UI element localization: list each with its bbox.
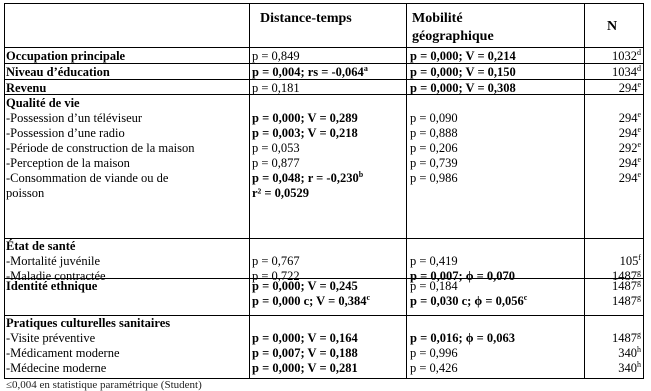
- distance-temps-cell: p = 0,004; rs = -0,064$^a$: [252, 63, 368, 79]
- distance-temps-cell: p = 0,181: [252, 81, 300, 95]
- table-row: [4, 141, 644, 156]
- distance-temps-cell: p = 0,000; V = 0,289: [252, 111, 358, 125]
- mobilite-geographique-cell: p = 0,888: [410, 126, 458, 140]
- mobilite-geographique-cell: p = 0,996: [410, 346, 458, 360]
- n-cell: 1487$^g$: [612, 267, 641, 283]
- distance-temps-cell: p = 0,007; V = 0,188: [252, 346, 358, 360]
- table-row: [4, 316, 644, 331]
- distance-temps-cell: p = 0,722: [252, 269, 300, 283]
- mobilite-geographique-cell: p = 0,739: [410, 156, 458, 170]
- distance-temps-cell: p = 0,877: [252, 156, 300, 170]
- n-cell: 1034$^d$: [612, 63, 641, 79]
- table-row: [4, 186, 644, 201]
- table-row: [4, 171, 644, 186]
- mobilite-geographique-cell: p = 0,007; ϕ = 0,070: [410, 269, 516, 283]
- mobilite-geographique-cell: p = 0,016; ϕ = 0,063: [410, 331, 516, 345]
- header-mobilite-line1: Mobilité: [412, 11, 463, 26]
- n-cell: 340$^h$: [618, 359, 641, 375]
- mobilite-geographique-cell: p = 0,090: [410, 111, 458, 125]
- row-label: poisson: [6, 186, 45, 200]
- n-cell: 294e: [618, 79, 641, 95]
- row-label: État de santé: [6, 239, 76, 253]
- table-row: [4, 126, 644, 141]
- table-row: [4, 361, 644, 376]
- row-label: -Possession d’un téléviseur: [6, 111, 143, 125]
- table-row: [4, 49, 644, 64]
- n-cell: 294e: [618, 124, 641, 140]
- mobilite-geographique-cell: p = 0,030 c; ϕ = 0,056$^c$: [410, 292, 528, 308]
- row-label: Qualité de vie: [6, 96, 80, 110]
- header-n: N: [607, 19, 618, 34]
- table-row: [4, 111, 644, 126]
- row-label: -Consommation de viande ou de: [6, 171, 169, 185]
- mobilite-geographique-cell: p = 0,419: [410, 254, 458, 268]
- distance-temps-cell: p = 0,767: [252, 254, 300, 268]
- n-cell: 340$^h$: [618, 344, 641, 360]
- distance-temps-cell: p = 0,003; V = 0,218: [252, 126, 358, 140]
- header-distance-temps: Distance-temps: [260, 11, 352, 26]
- row-label: Identité ethnique: [6, 279, 98, 293]
- n-cell: 105$^f$: [619, 252, 641, 268]
- distance-temps-cell: p = 0,000 c; V = 0,384$^c$: [252, 292, 371, 308]
- row-label: -Perception de la maison: [6, 156, 130, 170]
- table-row: [4, 239, 644, 254]
- n-cell: 1487$^g$: [612, 329, 641, 345]
- table-row: [4, 65, 644, 80]
- row-label: Revenu: [6, 81, 47, 95]
- n-cell: 292e: [618, 139, 641, 155]
- mobilite-geographique-cell: p = 0,426: [410, 361, 458, 375]
- row-label: Niveau d’éducation: [6, 65, 110, 79]
- table-row: [4, 331, 644, 346]
- distance-temps-cell: p = 0,000; V = 0,245: [252, 279, 358, 293]
- statistics-table: [4, 3, 644, 383]
- header-mobilite-line2: géographique: [412, 29, 494, 44]
- distance-temps-cell: r² = 0,0529: [252, 186, 310, 200]
- distance-temps-cell: p = 0,048; r = -0,230$^b$: [252, 169, 364, 185]
- table-row: [4, 156, 644, 171]
- distance-temps-cell: p = 0,000; V = 0,281: [252, 361, 358, 375]
- n-cell: 294e: [618, 154, 641, 170]
- n-cell: 1032$^d$: [612, 47, 641, 63]
- distance-temps-cell: p = 0,849: [252, 49, 300, 63]
- n-cell: 294e: [618, 169, 641, 185]
- row-label: -Médicament moderne: [6, 346, 120, 360]
- footnote: ≤0,004 en statistique paramétrique (Student): [6, 379, 202, 391]
- table-row: [4, 279, 644, 294]
- mobilite-geographique-cell: p = 0,184: [410, 279, 458, 293]
- mobilite-geographique-cell: p = 0,986: [410, 171, 458, 185]
- row-label: -Maladie contractée: [6, 269, 106, 283]
- distance-temps-cell: p = 0,000; V = 0,164: [252, 331, 358, 345]
- distance-temps-cell: p = 0,053: [252, 141, 300, 155]
- mobilite-geographique-cell: p = 0,206: [410, 141, 458, 155]
- mobilite-geographique-cell: p = 0,000; V = 0,150: [410, 65, 516, 79]
- mobilite-geographique-cell: p = 0,000; V = 0,214: [410, 49, 516, 63]
- n-cell: 1487$^g$: [612, 277, 641, 293]
- row-label: Occupation principale: [6, 49, 126, 63]
- table-row: [4, 346, 644, 361]
- row-label: -Visite préventive: [6, 331, 96, 345]
- table-row: [4, 96, 644, 111]
- table-row: [4, 294, 644, 309]
- row-label: -Période de construction de la maison: [6, 141, 195, 155]
- n-cell: 1487$^g$: [612, 292, 641, 308]
- n-cell: 294e: [618, 109, 641, 125]
- row-label: -Possession d’une radio: [6, 126, 125, 140]
- mobilite-geographique-cell: p = 0,000; V = 0,308: [410, 81, 516, 95]
- row-label: -Mortalité juvénile: [6, 254, 101, 268]
- table-row: [4, 254, 644, 269]
- row-label: Pratiques culturelles sanitaires: [6, 316, 171, 330]
- row-label: -Médecine moderne: [6, 361, 107, 375]
- table-row: [4, 81, 644, 96]
